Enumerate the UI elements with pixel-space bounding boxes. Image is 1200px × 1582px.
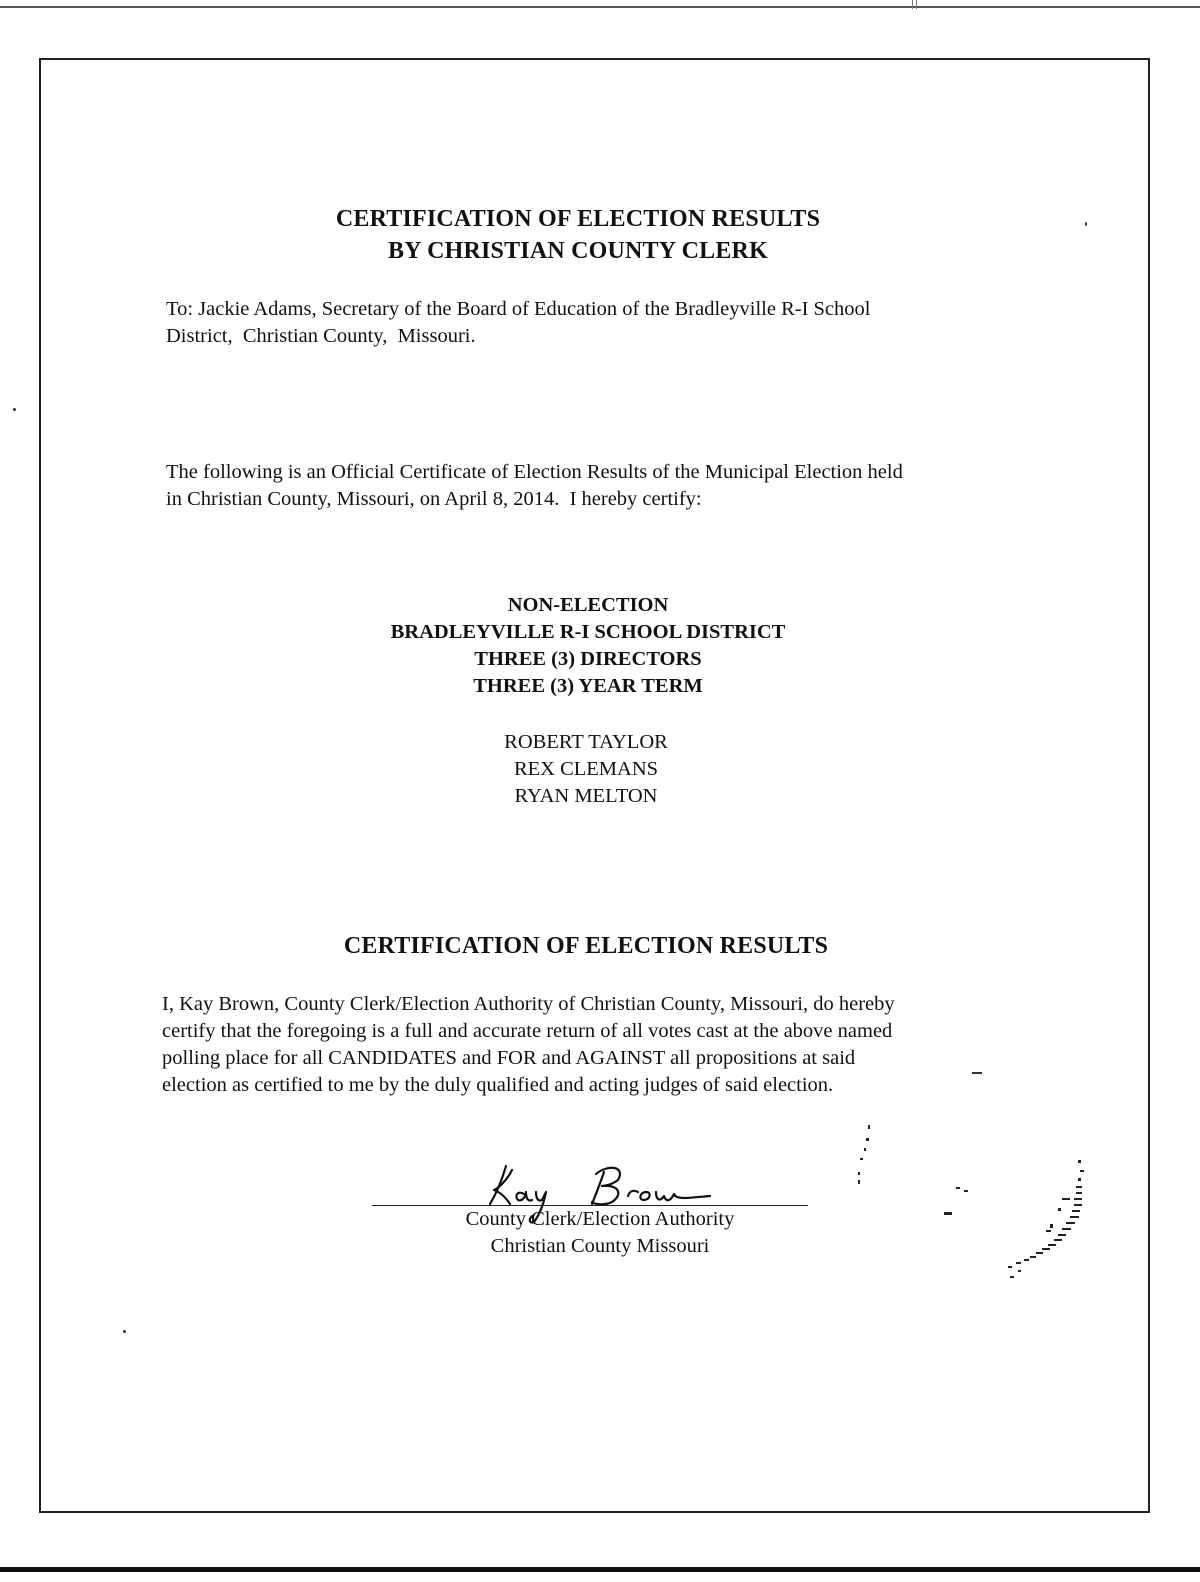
scan-speck xyxy=(13,408,16,411)
race-status: NON-ELECTION xyxy=(507,594,669,616)
document-title: CERTIFICATION OF ELECTION RESULTS xyxy=(335,206,821,232)
seal-impression xyxy=(840,1120,1120,1320)
race-seats: THREE (3) DIRECTORS xyxy=(474,648,702,670)
scan-speck xyxy=(123,1330,126,1333)
race-term: THREE (3) YEAR TERM xyxy=(473,675,703,697)
document-subtitle: BY CHRISTIAN COUNTY CLERK xyxy=(388,238,768,264)
scan-speck xyxy=(972,1072,982,1074)
embossed-seal xyxy=(840,1120,1120,1325)
scan-speck xyxy=(1085,222,1087,226)
scan-bottom-border xyxy=(0,1567,1200,1572)
certification-heading: CERTIFICATION OF ELECTION RESULTS xyxy=(343,933,829,959)
addressee-line: To: Jackie Adams, Secretary of the Board of Education of the Bradleyville R-I School xyxy=(166,298,871,320)
intro-paragraph xyxy=(166,459,903,513)
certification-line: polling place for all CANDIDATES and FOR and AGAINST all propositions at said xyxy=(162,1047,856,1069)
intro-line: in Christian County, Missouri, on April 8, 2014. I hereby certify: xyxy=(166,488,702,510)
candidate-list xyxy=(286,729,886,810)
candidate-name: REX CLEMANS xyxy=(513,758,659,780)
certification-line: I, Kay Brown, County Clerk/Election Authority of Christian County, Missouri, do hereby xyxy=(162,993,895,1015)
certification-line: election as certified to me by the duly qualified and acting judges of said election. xyxy=(162,1074,834,1096)
intro-line: The following is an Official Certificate of Election Results of the Municipal Election held xyxy=(166,461,903,483)
candidate-name: ROBERT TAYLOR xyxy=(504,731,668,753)
addressee-block xyxy=(166,296,870,350)
signer-county: Christian County Missouri xyxy=(490,1235,710,1257)
signer-title: County Clerk/Election Authority xyxy=(465,1208,735,1230)
addressee-line: District, Christian County, Missouri. xyxy=(166,325,476,347)
signature-caption xyxy=(420,1206,780,1260)
candidate-name: RYAN MELTON xyxy=(514,785,658,807)
certification-paragraph xyxy=(162,991,895,1099)
scan-top-mark xyxy=(912,0,917,9)
scan-top-border xyxy=(0,6,1200,8)
certification-line: certify that the foregoing is a full and accurate return of all votes cast at the above named xyxy=(162,1020,893,1042)
race-district: BRADLEYVILLE R-I SCHOOL DISTRICT xyxy=(390,621,786,643)
race-heading xyxy=(288,592,888,700)
